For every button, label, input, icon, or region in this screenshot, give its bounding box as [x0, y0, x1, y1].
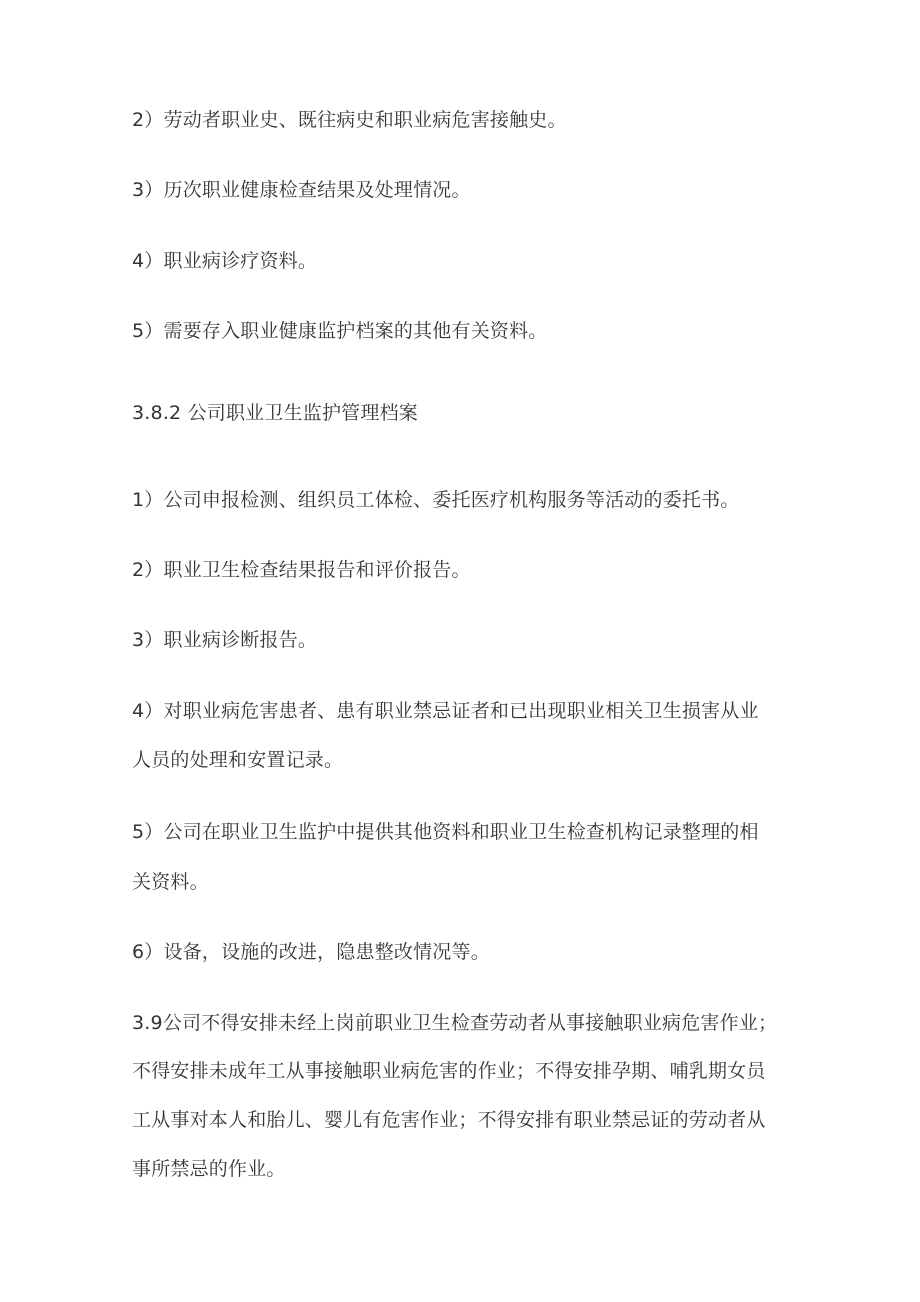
text-line: 4）对职业病危害患者、患有职业禁忌证者和已出现职业相关卫生损害从业 — [132, 700, 759, 722]
text-line: 1）公司申报检测、组织员工体检、委托医疗机构服务等活动的委托书。 — [132, 489, 740, 511]
text-line: 5）需要存入职业健康监护档案的其他有关资料。 — [132, 320, 548, 342]
text-line: 关资料。 — [132, 871, 209, 893]
text-line: 不得安排未成年工从事接触职业病危害的作业；不得安排孕期、哺乳期女员 — [132, 1060, 766, 1082]
text-line: 2）职业卫生检查结果报告和评价报告。 — [132, 559, 471, 581]
text-line: 6）设备，设施的改进，隐患整改情况等。 — [132, 941, 490, 963]
text-line: 5）公司在职业卫生监护中提供其他资料和职业卫生检查机构记录整理的相 — [132, 821, 759, 843]
text-line: 3）职业病诊断报告。 — [132, 629, 318, 651]
text-line: 4）职业病诊疗资料。 — [132, 250, 318, 272]
text-line: 3）历次职业健康检查结果及处理情况。 — [132, 179, 471, 201]
text-line: 事所禁忌的作业。 — [132, 1158, 286, 1180]
text-line: 工从事对本人和胎儿、婴儿有危害作业；不得安排有职业禁忌证的劳动者从 — [132, 1109, 766, 1131]
text-line: 2）劳动者职业史、既往病史和职业病危害接触史。 — [132, 109, 567, 131]
section-heading: 3.8.2 公司职业卫生监护管理档案 — [132, 402, 418, 424]
text-line: 人员的处理和安置记录。 — [132, 749, 344, 771]
text-line: 3.9公司不得安排未经上岗前职业卫生检查劳动者从事接触职业病危害作业； — [132, 1012, 778, 1034]
